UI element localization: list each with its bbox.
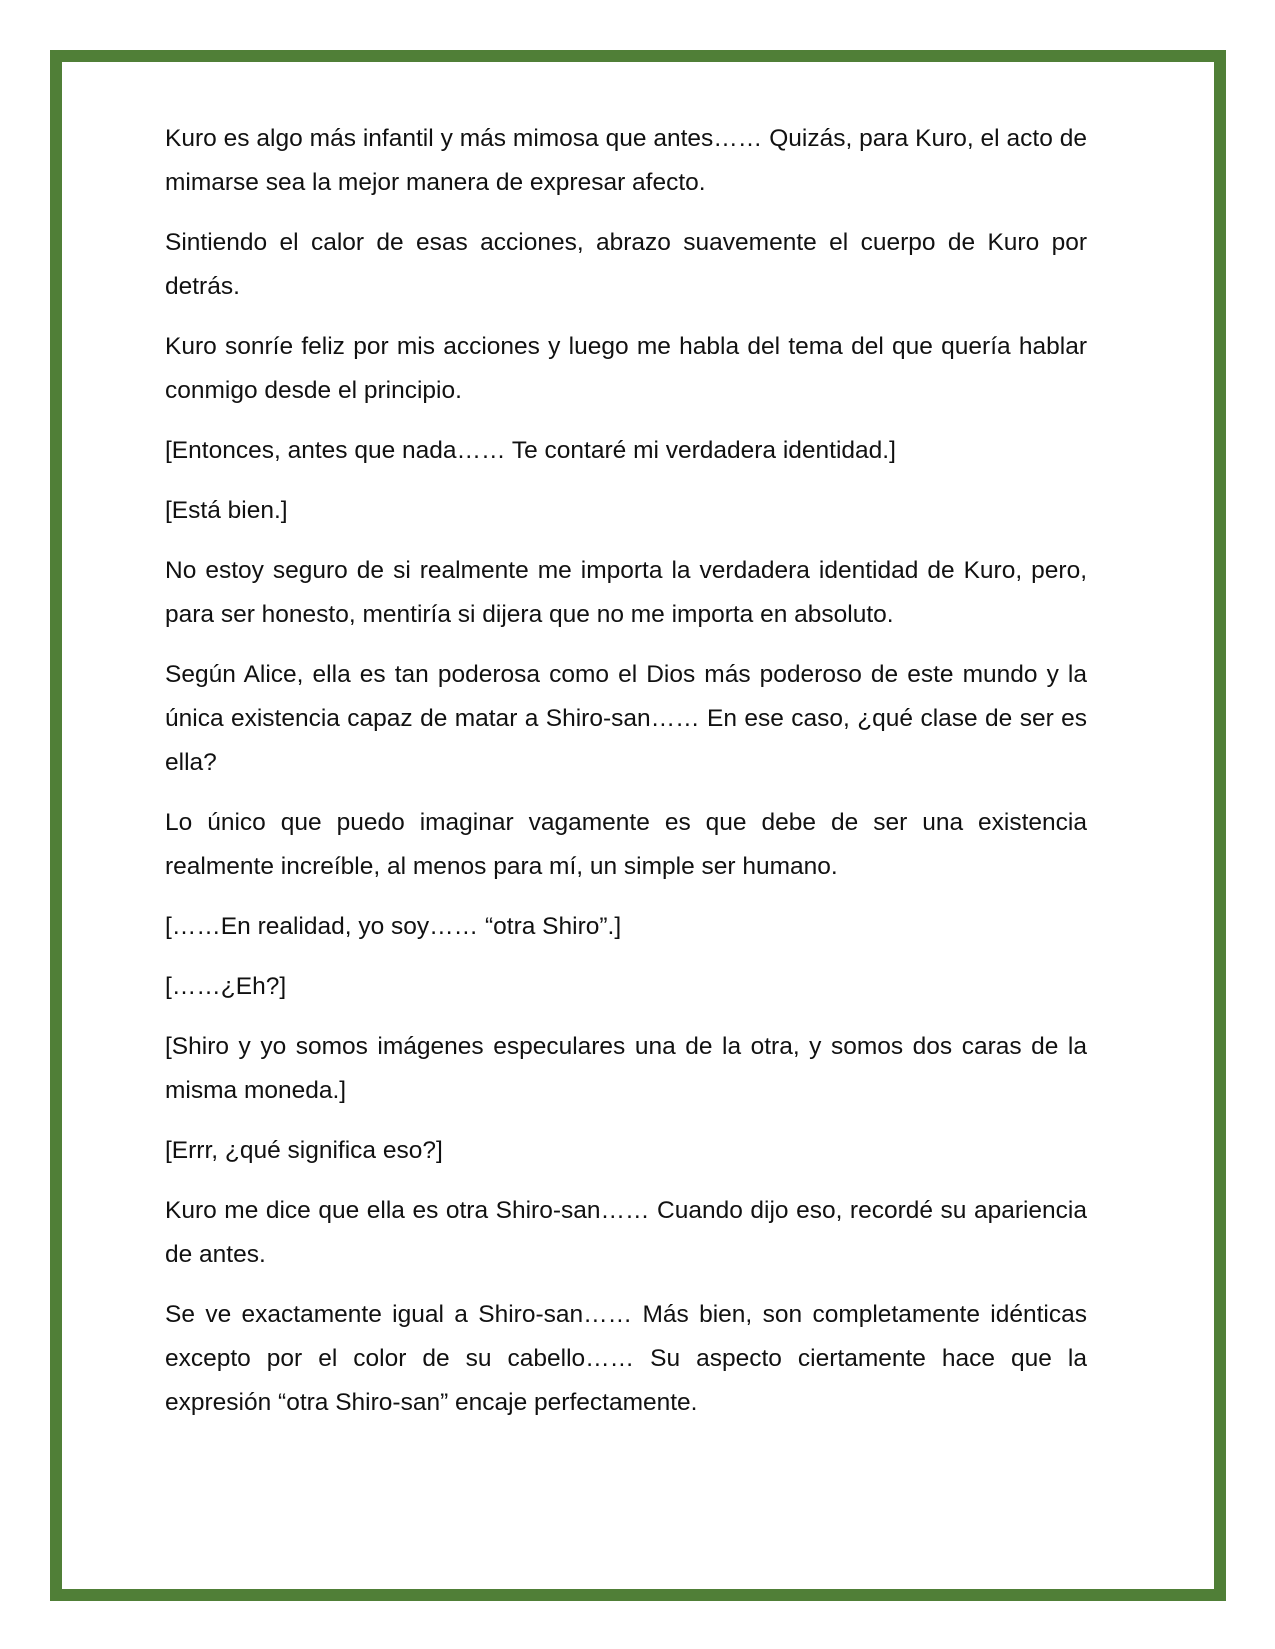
dialogue-line: [Errr, ¿qué significa eso?]	[165, 1137, 443, 1164]
dialogue-line: [……¿Eh?]	[165, 973, 287, 1000]
paragraph: Kuro me dice que ella es otra Shiro-san…… Cuando dijo eso, recordé su apariencia de antes.	[165, 1197, 1087, 1268]
paragraph: Kuro sonríe feliz por mis acciones y luego me habla del tema del que quería hablar conmigo desde el principio.	[165, 333, 1087, 404]
paragraph: Sintiendo el calor de esas acciones, abrazo suavemente el cuerpo de Kuro por detrás.	[165, 229, 1087, 300]
paragraph: Lo único que puedo imaginar vagamente es que debe de ser una existencia realmente increíble, al menos para mí, un simple ser humano.	[165, 809, 1087, 880]
paragraph: Kuro es algo más infantil y más mimosa que antes…… Quizás, para Kuro, el acto de mimarse sea la mejor manera de expresar afecto.	[165, 125, 1087, 196]
paragraph: No estoy seguro de si realmente me importa la verdadera identidad de Kuro, pero, para ser honesto, mentiría si dijera que no me importa en absoluto.	[165, 557, 1087, 628]
dialogue-line: [Shiro y yo somos imágenes especulares una de la otra, y somos dos caras de la misma moneda.]	[165, 1033, 1087, 1104]
dialogue-line: [Está bien.]	[165, 497, 288, 524]
dialogue-line: [Entonces, antes que nada…… Te contaré mi verdadera identidad.]	[165, 437, 896, 464]
dialogue-line: [……En realidad, yo soy…… “otra Shiro”.]	[165, 913, 622, 940]
paragraph: Se ve exactamente igual a Shiro-san…… Más bien, son completamente idénticas excepto por el color de su cabello…… Su aspecto ciertamente hace que la expresión “otra Shiro-san” encaje perfectamente.	[165, 1301, 1087, 1416]
document-body	[165, 117, 1087, 1441]
paragraph: Según Alice, ella es tan poderosa como el Dios más poderoso de este mundo y la única existencia capaz de matar a Shiro-san…… En ese caso, ¿qué clase de ser es ella?	[165, 661, 1087, 776]
